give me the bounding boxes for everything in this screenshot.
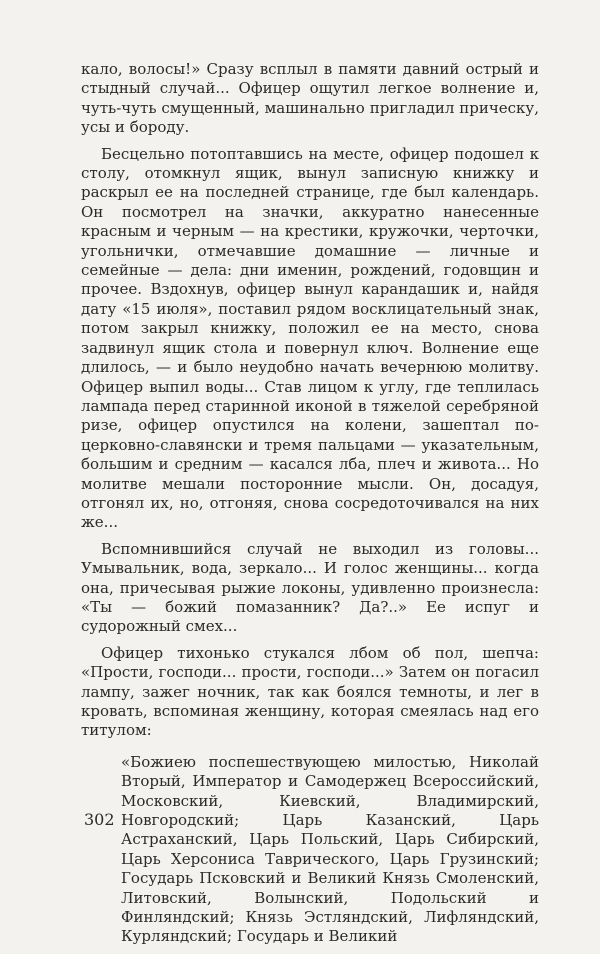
page-number: 302 <box>84 810 115 829</box>
book-page-text <box>81 60 539 954</box>
paragraph-memory: Вспомнившийся случай не выходил из головы... Умывальник, вода, зеркало... И голос женщины... когда она, причесывая рыжие локоны, удивленно произнесла: «Ты — божий помазанник? Да?..» Ее испуг и судорожный смех... <box>81 539 539 636</box>
paragraph-prayer: Офицер тихонько стукался лбом об пол, шепча: «Прости, господи... прости, господи...» Затем он погасил лампу, зажег ночник, так как боялся темноты, и лег в кровать, вспоминая женщину, которая смеялась над его титулом: <box>81 643 539 740</box>
paragraph-continuation: кало, волосы!» Сразу всплыл в памяти давний острый и стыдный случай... Офицер ощутил легкое волнение и, чуть-чуть смущенный, машинально пригладил прическу, усы и бороду. <box>81 60 539 137</box>
title-quote: «Божиею поспешествующею милостью, Николай Вторый, Император и Самодержец Всероссийский, Московский, Киевский, Владимирский, Новгородский; Царь Казанский, Царь Астраханский, Царь Польский, Царь Сибирский, Царь Херсониса Таврического, Царь Грузинский; Государь Псковский и Великий Князь Смоленский, Литовский, Волынский, Подольский и Финляндский; Князь Эстляндский, Лифляндский, Курляндский; Государь и Великий <box>121 752 539 946</box>
paragraph-office-desk: Бесцельно потоптавшись на месте, офицер подошел к столу, отомкнул ящик, вынул записную книжку и раскрыл ее на последней странице, где был календарь. Он посмотрел на значки, аккуратно нанесенные красным и черным — на крестики, кружочки, черточки, угольнички, отмечавшие домашние — личные и семейные — дела: дни именин, рождений, годовщин и прочее. Вздохнув, офицер вынул карандашик и, найдя дату «15 июля», поставил рядом восклицательный знак, потом закрыл книжку, положил ее на место, снова задвинул ящик стола и повернул ключ. Волнение еще длилось, — и было неудобно начать вечернюю молитву. Офицер выпил воды... Став лицом к углу, где теплилась лампада перед старинной иконой в тяжелой серебряной ризе, офицер опустился на колени, зашептал по-церковно-славянски и тремя пальцами — указательным, большим и средним — касался лба, плеч и живота... Но молитве мешали посторонние мысли. Он, досадуя, отгонял их, но, отгоняя, снова сосредоточивался на них же... <box>81 144 539 532</box>
